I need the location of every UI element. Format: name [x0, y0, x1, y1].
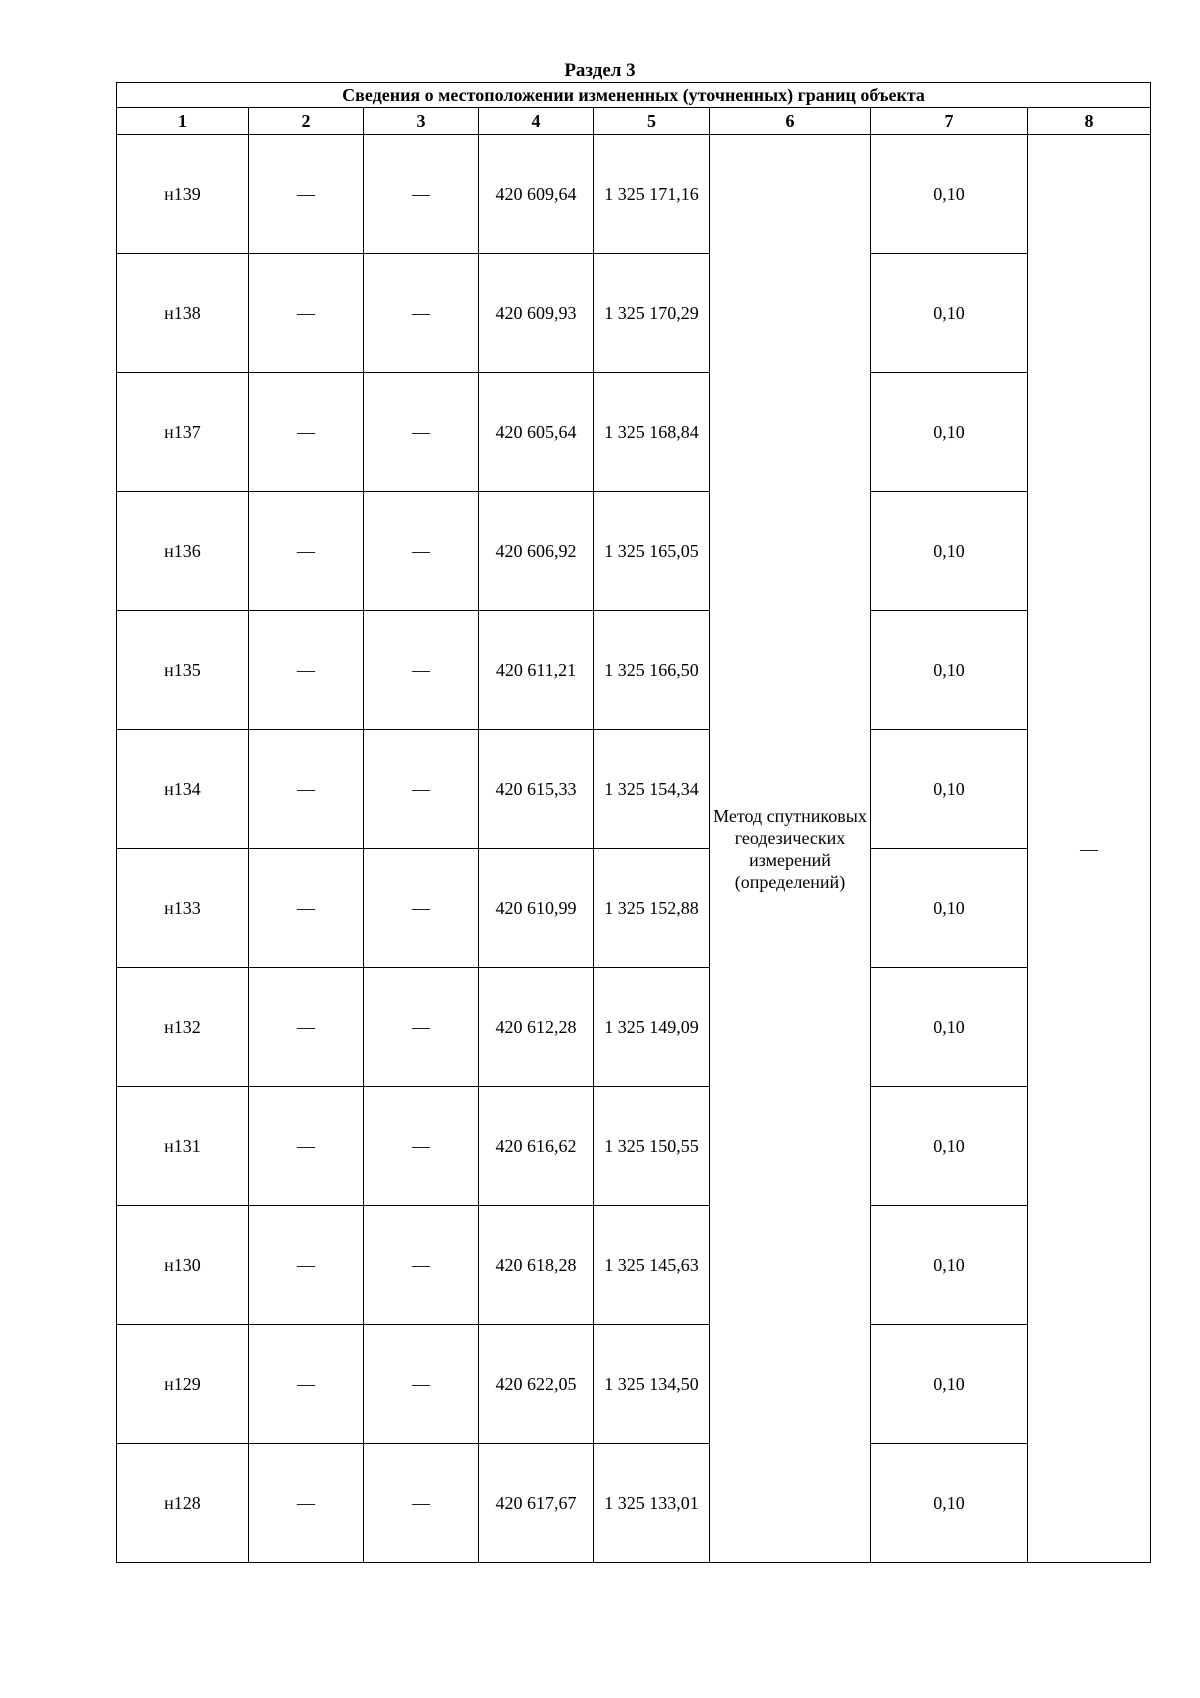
column-number-6: 6: [710, 108, 871, 135]
point-name-cell: н133: [117, 849, 249, 968]
table-row: [117, 1325, 1151, 1444]
accuracy-cell: 0,10: [871, 611, 1028, 730]
dash-cell: —: [249, 1325, 364, 1444]
y-coordinate-cell: 1 325 168,84: [594, 373, 710, 492]
y-coordinate-cell: 1 325 165,05: [594, 492, 710, 611]
y-coordinate-cell: 1 325 152,88: [594, 849, 710, 968]
column-number-7: 7: [871, 108, 1028, 135]
accuracy-cell: 0,10: [871, 254, 1028, 373]
dash-cell: —: [249, 1444, 364, 1563]
point-name-cell: н139: [117, 135, 249, 254]
column-number-2: 2: [249, 108, 364, 135]
dash-cell: —: [249, 730, 364, 849]
point-name-cell: н130: [117, 1206, 249, 1325]
dash-cell: —: [364, 611, 479, 730]
x-coordinate-cell: 420 612,28: [479, 968, 594, 1087]
point-name-cell: н132: [117, 968, 249, 1087]
y-coordinate-cell: 1 325 150,55: [594, 1087, 710, 1206]
point-name-cell: н138: [117, 254, 249, 373]
column-number-5: 5: [594, 108, 710, 135]
point-name-cell: н131: [117, 1087, 249, 1206]
table-caption: Сведения о местоположении измененных (уточненных) границ объекта: [117, 83, 1151, 108]
accuracy-cell: 0,10: [871, 1087, 1028, 1206]
dash-cell: —: [364, 730, 479, 849]
accuracy-cell: 0,10: [871, 373, 1028, 492]
table-caption-row: [117, 83, 1151, 108]
x-coordinate-cell: 420 605,64: [479, 373, 594, 492]
table-row: [117, 968, 1151, 1087]
y-coordinate-cell: 1 325 134,50: [594, 1325, 710, 1444]
accuracy-cell: 0,10: [871, 1444, 1028, 1563]
table-row: [117, 492, 1151, 611]
x-coordinate-cell: 420 609,93: [479, 254, 594, 373]
accuracy-cell: 0,10: [871, 1325, 1028, 1444]
dash-cell: —: [249, 849, 364, 968]
x-coordinate-cell: 420 616,62: [479, 1087, 594, 1206]
accuracy-cell: 0,10: [871, 1206, 1028, 1325]
dash-cell: —: [364, 492, 479, 611]
y-coordinate-cell: 1 325 154,34: [594, 730, 710, 849]
table-row: [117, 135, 1151, 254]
dash-cell: —: [249, 968, 364, 1087]
column-number-3: 3: [364, 108, 479, 135]
y-coordinate-cell: 1 325 149,09: [594, 968, 710, 1087]
dash-cell: —: [364, 968, 479, 1087]
table-row: [117, 1087, 1151, 1206]
section-title: Раздел 3: [564, 60, 636, 81]
dash-cell: —: [249, 254, 364, 373]
x-coordinate-cell: 420 622,05: [479, 1325, 594, 1444]
x-coordinate-cell: 420 615,33: [479, 730, 594, 849]
column-number-1: 1: [117, 108, 249, 135]
accuracy-cell: 0,10: [871, 968, 1028, 1087]
dash-cell: —: [364, 849, 479, 968]
accuracy-cell: 0,10: [871, 135, 1028, 254]
dash-cell: —: [364, 1087, 479, 1206]
accuracy-cell: 0,10: [871, 849, 1028, 968]
table-row: [117, 254, 1151, 373]
point-name-cell: н134: [117, 730, 249, 849]
table-row: [117, 730, 1151, 849]
dash-cell: —: [364, 254, 479, 373]
point-name-cell: н136: [117, 492, 249, 611]
dash-cell: —: [364, 1206, 479, 1325]
dash-cell: —: [364, 1325, 479, 1444]
x-coordinate-cell: 420 610,99: [479, 849, 594, 968]
column-8-cell: —: [1028, 135, 1151, 1563]
table-body: [117, 135, 1151, 1563]
column-number-4: 4: [479, 108, 594, 135]
boundary-coordinates-table: [116, 82, 1151, 1563]
dash-cell: —: [249, 373, 364, 492]
x-coordinate-cell: 420 618,28: [479, 1206, 594, 1325]
accuracy-cell: 0,10: [871, 492, 1028, 611]
point-name-cell: н135: [117, 611, 249, 730]
x-coordinate-cell: 420 606,92: [479, 492, 594, 611]
point-name-cell: н137: [117, 373, 249, 492]
dash-cell: —: [364, 1444, 479, 1563]
table-row: [117, 1206, 1151, 1325]
dash-cell: —: [249, 135, 364, 254]
x-coordinate-cell: 420 617,67: [479, 1444, 594, 1563]
dash-cell: —: [249, 611, 364, 730]
y-coordinate-cell: 1 325 170,29: [594, 254, 710, 373]
point-name-cell: н128: [117, 1444, 249, 1563]
table-row: [117, 611, 1151, 730]
table-row: [117, 373, 1151, 492]
dash-cell: —: [249, 492, 364, 611]
dash-cell: —: [249, 1087, 364, 1206]
column-number-row: [117, 108, 1151, 135]
y-coordinate-cell: 1 325 133,01: [594, 1444, 710, 1563]
column-number-8: 8: [1028, 108, 1151, 135]
dash-cell: —: [364, 135, 479, 254]
dash-cell: —: [364, 373, 479, 492]
x-coordinate-cell: 420 611,21: [479, 611, 594, 730]
y-coordinate-cell: 1 325 166,50: [594, 611, 710, 730]
table-row: [117, 1444, 1151, 1563]
table-row: [117, 849, 1151, 968]
method-cell: Метод спутниковых геодезических измерений (определений): [710, 135, 871, 1563]
dash-cell: —: [249, 1206, 364, 1325]
x-coordinate-cell: 420 609,64: [479, 135, 594, 254]
accuracy-cell: 0,10: [871, 730, 1028, 849]
point-name-cell: н129: [117, 1325, 249, 1444]
y-coordinate-cell: 1 325 145,63: [594, 1206, 710, 1325]
y-coordinate-cell: 1 325 171,16: [594, 135, 710, 254]
